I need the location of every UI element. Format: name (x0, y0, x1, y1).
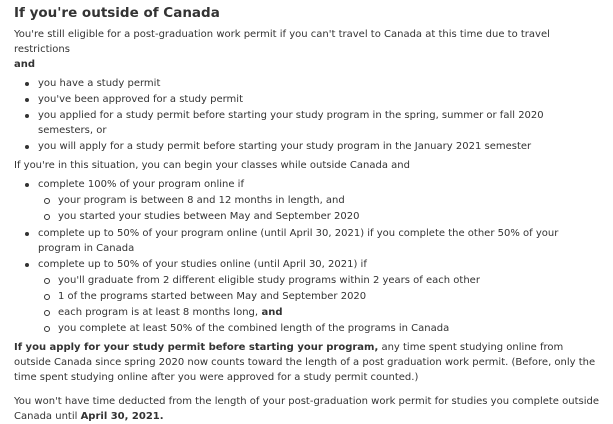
sub-list (38, 273, 599, 336)
situation-paragraph: If you're in this situation, you can begin your classes while outside Canada and (14, 160, 410, 171)
section-heading: If you're outside of Canada (14, 5, 220, 21)
sub-item-text: each program is at least 8 months long, (58, 307, 259, 318)
sub-item-text: you started your studies between May and September 2020 (58, 211, 360, 222)
sub-list-item (38, 289, 599, 304)
sub-list (38, 193, 599, 224)
para-text: any time spent studying online from outside Canada since spring 2020 now counts toward the length of a post graduation work permit. (Before, only the time spent studying online after you were approved for a study permit counted.) (14, 342, 596, 383)
online-study-paragraph (14, 340, 599, 385)
option-text: complete 100% of your program online if (38, 179, 244, 190)
option-text: complete up to 50% of your program online (until April 30, 2021) if you complete the other 50% of your program in Canada (38, 228, 559, 254)
intro-and: and (14, 59, 36, 70)
list-item (14, 226, 599, 256)
list-item (14, 257, 599, 336)
intro-paragraph (14, 27, 599, 72)
sub-list-item (38, 209, 599, 224)
para-bold-date: April 30, 2021. (80, 411, 164, 422)
list-item (14, 177, 599, 224)
list-item: you applied for a study permit before starting your study program in the spring, summer or fall 2020 semesters, or (14, 108, 599, 138)
sub-list-item (38, 305, 599, 320)
list-item: you've been approved for a study permit (14, 92, 599, 107)
conditions-list (14, 76, 599, 154)
sub-item-text: you complete at least 50% of the combined length of the programs in Canada (58, 323, 450, 334)
list-item: you will apply for a study permit before starting your study program in the January 2021 semester (14, 139, 599, 154)
para-bold-lead: If you apply for your study permit before starting your program, (14, 342, 379, 353)
sub-item-bold: and (258, 307, 283, 318)
deduction-paragraph (14, 394, 599, 424)
para-text: You won't have time deducted from the length of your post-graduation work permit for studies you complete outside Canada until (14, 396, 599, 422)
options-list (14, 177, 599, 336)
sub-item-text: you'll graduate from 2 different eligible study programs within 2 years of each other (58, 275, 480, 286)
intro-text: You're still eligible for a post-graduation work permit if you can't travel to Canada at this time due to travel restrictions (14, 29, 550, 55)
sub-list-item (38, 193, 599, 208)
sub-item-text: 1 of the programs started between May and September 2020 (58, 291, 367, 302)
option-text: complete up to 50% of your studies online (until April 30, 2021) if (38, 259, 367, 270)
sub-list-item (38, 273, 599, 288)
sub-list-item (38, 321, 599, 336)
list-item: you have a study permit (14, 76, 599, 91)
sub-item-text: your program is between 8 and 12 months in length, and (58, 195, 345, 206)
